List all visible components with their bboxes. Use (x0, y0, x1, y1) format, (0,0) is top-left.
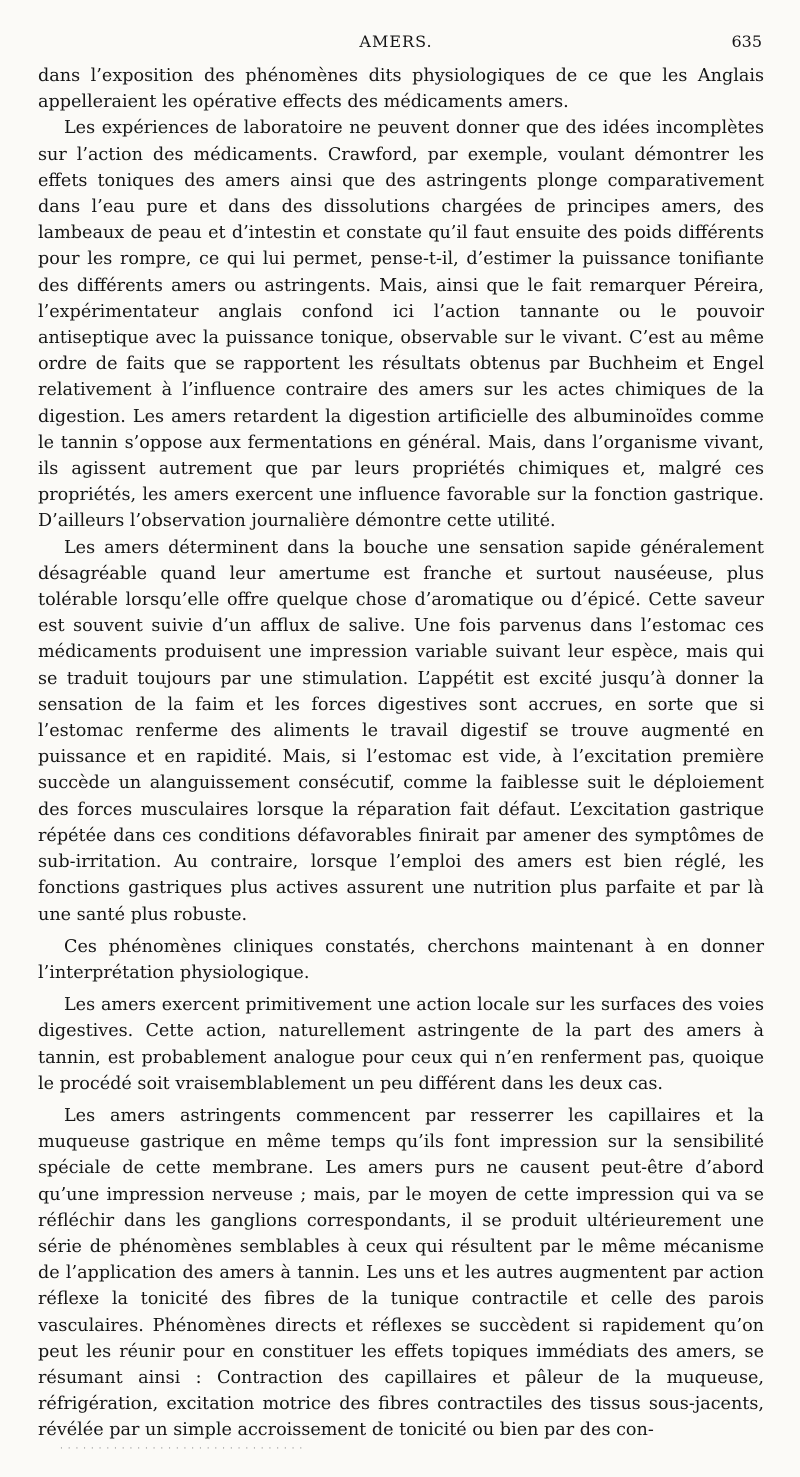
body-text (38, 63, 764, 1444)
paragraph-5: Les amers exercent primitivement une action locale sur les surfaces des voies digestives. Cette action, naturellement astringente de la part des amers à tannin, est probablement analogue pour ceux qui n’en renferment pas, quoique le procédé soit vraisemblablement un peu différent dans les deux cas. (38, 995, 764, 1094)
paragraph-4: Ces phénomènes cliniques constatés, cherchons maintenant à en donner l’interprétation physiologique. (38, 936, 764, 983)
page-header (30, 32, 762, 56)
page-number: 635 (731, 32, 762, 51)
bottom-print-marks: · · · · · · · · · · · · · · · · · · · · · · · · · · · · · · · · (60, 1444, 304, 1454)
running-title: AMERS. (359, 32, 433, 51)
paragraph-1: dans l’exposition des phénomènes dits physiologiques de ce que les Anglais appelleraient les opérative effects des médicaments amers. (38, 66, 764, 113)
paragraph-3: Les amers déterminent dans la bouche une sensation sapide généralement désagréable quand leur amertume est franche et surtout nauséeuse, plus tolérable lorsqu’elle offre quelque chose d’aromatique ou d’épicé. Cette saveur est souvent suivie d’un afflux de salive. Une fois parvenus dans l’estomac ces médicaments produisent une impression variable suivant leur espèce, mais qui se traduit toujours par une stimulation. L’appétit est excité jusqu’à donner la sensation de la faim et les forces digestives sont accrues, en sorte que si l’estomac renferme des aliments le travail digestif se trouve augmenté en puissance et en rapidité. Mais, si l’estomac est vide, à l’excitation première succède un alanguissement consécutif, comme la faiblesse suit le déploiement des forces musculaires lorsque la réparation fait défaut. L’excitation gastrique répétée dans ces conditions défavorables finirait par amener des symptômes de sub-irritation. Au contraire, lorsque l’emploi des amers est bien réglé, les fonctions gastriques plus actives assurent une nutrition plus parfaite et par là une santé plus robuste. (38, 537, 764, 925)
paragraph-2: Les expériences de laboratoire ne peuvent donner que des idées incomplètes sur l’action des médicaments. Crawford, par exemple, voulant démontrer les effets toniques des amers ainsi que des astringents plonge comparativement dans l’eau pure et dans des dissolutions chargées de principes amers, des lambeaux de peau et d’intestin et constate qu’il faut ensuite des poids différents pour les rompre, ce qui lui permet, pense-t-il, d’estimer la puissance tonifiante des différents amers ou astringents. Mais, ainsi que le fait remarquer Péreira, l’expérimentateur anglais confond ici l’action tannante ou le pouvoir antiseptique avec la puissance tonique, observable sur le vivant. C’est au même ordre de faits que se rapportent les résultats obtenus par Buchheim et Engel relativement à l’influence contraire des amers sur les actes chimiques de la digestion. Les amers retardent la digestion artificielle des albuminoïdes comme le tannin s’oppose aux fermentations en général. Mais, dans l’organisme vivant, ils agissent autrement que par leurs propriétés chimiques et, malgré ces propriétés, les amers exercent une influence favorable sur la fonction gastrique. D’ailleurs l’observation journalière démontre cette utilité. (38, 118, 764, 532)
paragraph-6: Les amers astringents commencent par resserrer les capillaires et la muqueuse gastrique en même temps qu’ils font impression sur la sensibilité spéciale de cette membrane. Les amers purs ne causent peut-être d’abord qu’une impression nerveuse ; mais, par le moyen de cette impression qui va se réfléchir dans les ganglions correspondants, il se produit ultérieurement une série de phénomènes semblables à ceux qui résultent par le même mécanisme de l’application des amers à tannin. Les uns et les autres augmentent par action réflexe la tonicité des fibres de la tunique contractile et celle des parois vasculaires. Phénomènes directs et réflexes se succèdent si rapidement qu’on peut les réunir pour en constituer les effets topiques immédiats des amers, se résumant ainsi : Contraction des capillaires et pâleur de la muqueuse, réfrigération, excitation motrice des fibres contractiles des tissus sous-jacents, révélée par un simple accroissement de tonicité ou bien par des con- (38, 1105, 764, 1441)
